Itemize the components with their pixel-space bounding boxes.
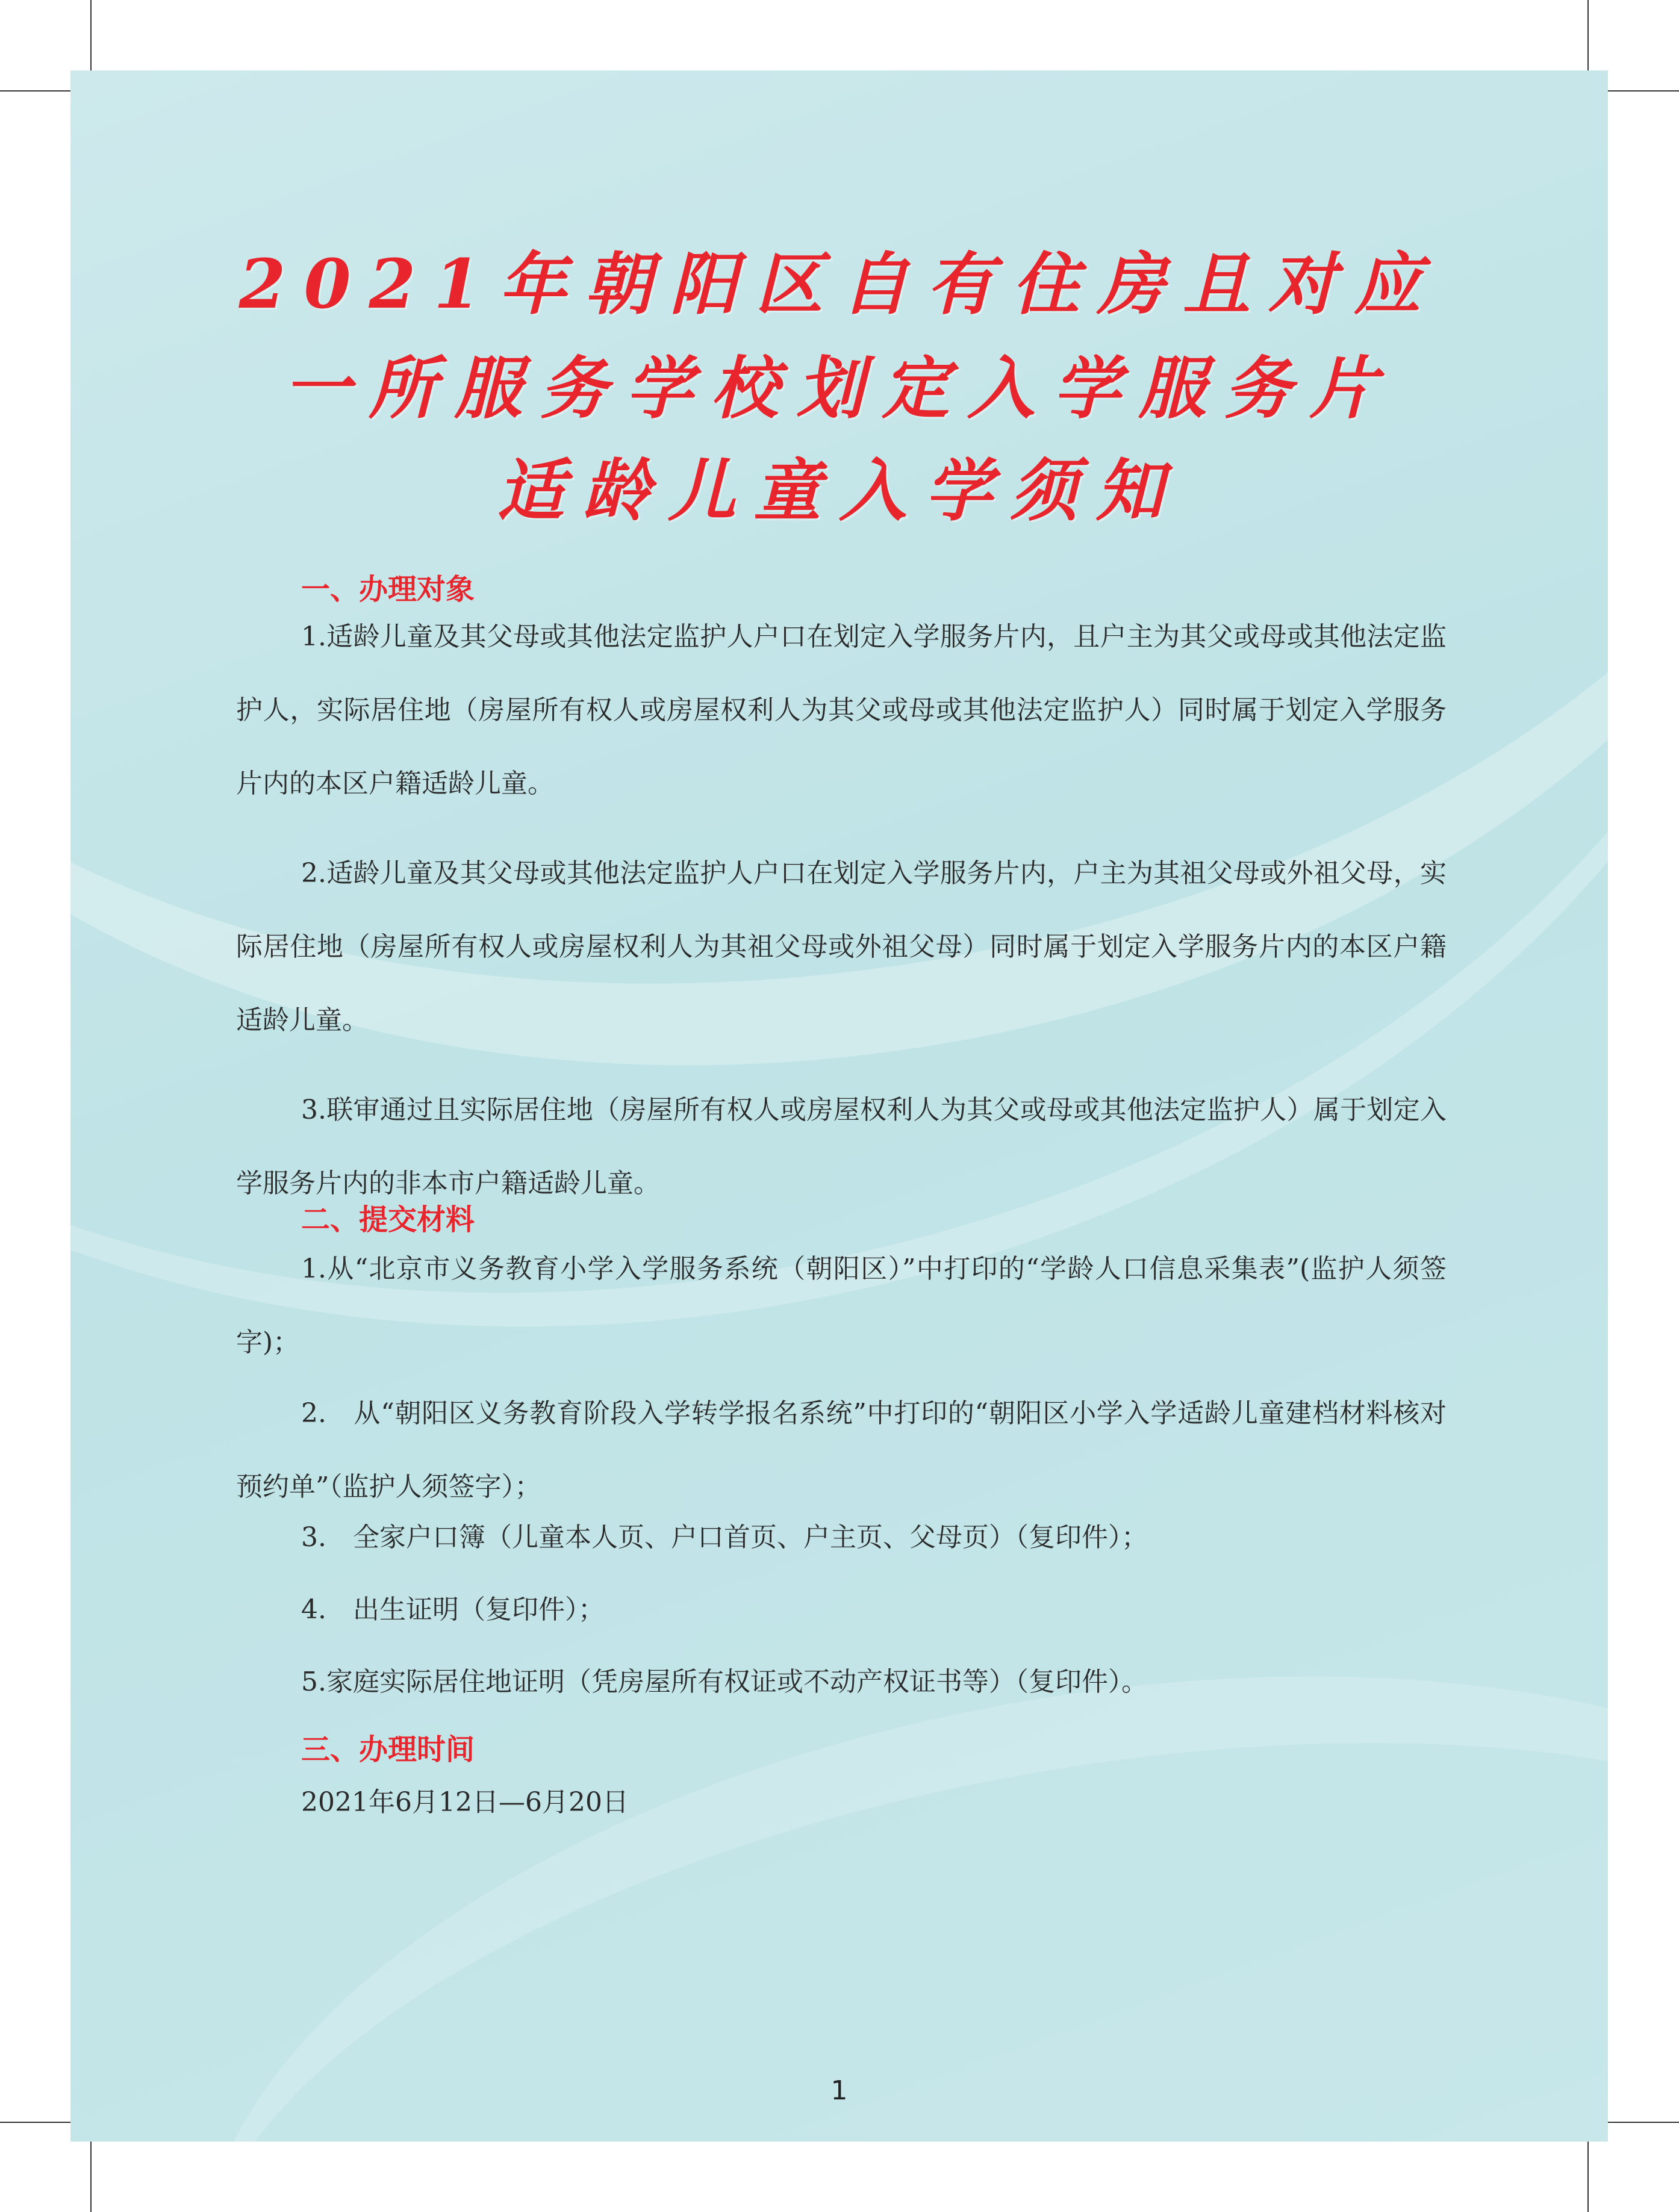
paragraph: 1.适龄儿童及其父母或其他法定监护人户口在划定入学服务片内，且户主为其父或母或其他法定监护人，实际居住地（房屋所有权人或房屋权利人为其父或母或其他法定监护人）同时属于划定入学服务片内的本区户籍适龄儿童。 bbox=[236, 621, 1447, 799]
paragraph: 2. 从“朝阳区义务教育阶段入学转学报名系统”中打印的“朝阳区小学入学适龄儿童建档材料核对预约单”（监护人须签字）； bbox=[236, 1398, 1447, 1502]
section-heading: 三、办理时间 bbox=[301, 1733, 475, 1766]
page-number: 1 bbox=[830, 2075, 848, 2106]
paragraph: 3.联审通过且实际居住地（房屋所有权人或房屋权利人为其父或母或其他法定监护人）属于划定入学服务片内的非本市户籍适龄儿童。 bbox=[236, 1095, 1447, 1199]
paragraph: 2.适龄儿童及其父母或其他法定监护人户口在划定入学服务片内，户主为其祖父母或外祖父母，实际居住地（房屋所有权人或房屋权利人为其祖父母或外祖父母）同时属于划定入学服务片内的本区户籍适龄儿童。 bbox=[236, 858, 1447, 1036]
section-heading: 一、办理对象 bbox=[301, 573, 475, 606]
page-sheet bbox=[70, 70, 1608, 2142]
paragraph: 1.从“北京市义务教育小学入学服务系统（朝阳区）”中打印的“学龄人口信息采集表”(监护人须签字)； bbox=[236, 1254, 1447, 1358]
list-item: 5.家庭实际居住地证明（凭房屋所有权证或不动产权证书等）（复印件）。 bbox=[301, 1667, 1148, 1697]
title-line-2: 一所服务学校划定入学服务片 bbox=[283, 349, 1395, 428]
title-line-1: 2021年朝阳区自有住房且对应 bbox=[238, 245, 1440, 324]
date-range: 2021年6月12日—6月20日 bbox=[301, 1787, 629, 1818]
list-item: 3. 全家户口簿（儿童本人页、户口首页、户主页、父母页）（复印件）； bbox=[301, 1522, 1148, 1553]
title-line-3: 适龄儿童入学须知 bbox=[497, 452, 1182, 530]
document-content bbox=[70, 70, 1608, 2142]
list-item: 4. 出生证明（复印件）； bbox=[301, 1594, 605, 1625]
section-heading: 二、提交材料 bbox=[301, 1203, 475, 1237]
